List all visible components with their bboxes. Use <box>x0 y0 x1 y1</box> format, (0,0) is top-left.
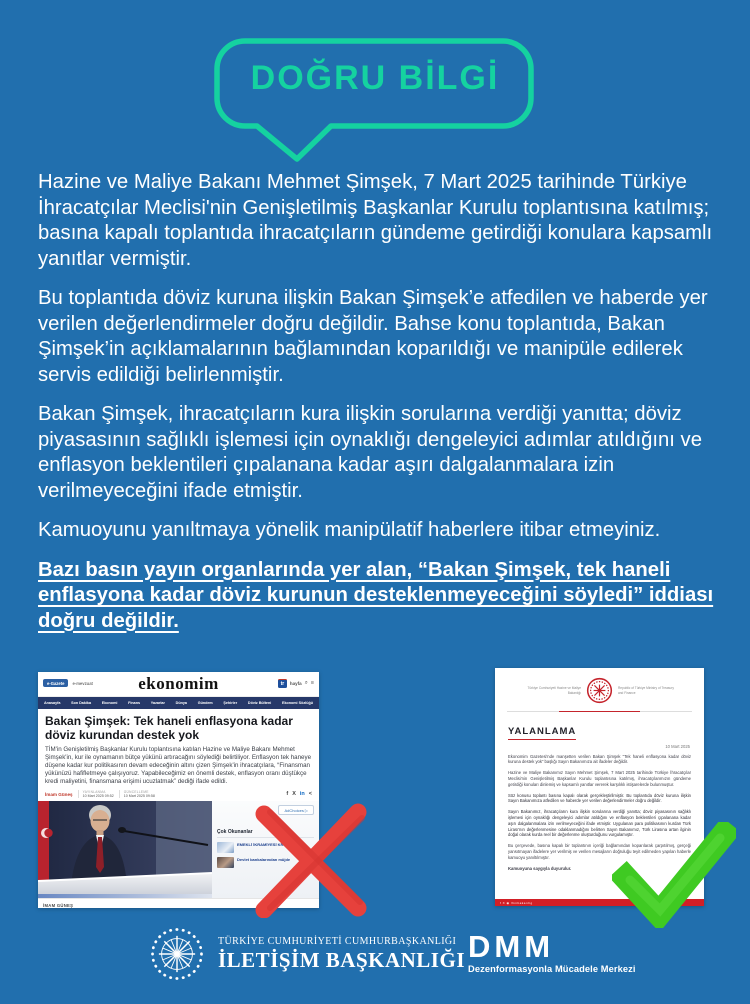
masthead-right-cluster <box>278 679 314 688</box>
ministry-name-en: Republic of Türkiye Ministry of Treasury and Finance <box>618 686 674 695</box>
document-paragraph: Sayın Bakanımız, ihracatçıların kura ilişkin sorularına verdiği yanıtta; döviz piyasasının sağlıklı işlemesi için oynaklığı dengeleyici adımlar atıldığını ve enflasyon beklentileri çıpalanana kadar aşırı dalgalanmalara izin verilmeyeceğini ifade etmiştir. Uygulanan para politikasının kurdan Türk Lirası'nın değerlenmesine odaklanmadığını belirten Sayın Bakanımız, Türk Lirasına artan ilginin doğal olarak kurda reel bir değerlenme oluşturduğunu vurgulamıştır. <box>508 809 691 838</box>
statement-paragraph: Hazine ve Maliye Bakanı Mehmet Şimşek, 7 Mart 2025 tarihinde Türkiye İhracatçılar Meclisi'nin Genişletilmiş Başkanlar Kurulu toplantısına katılmış; basına kapalı toplantıda ihracatçıların gündeme getirdiği konulara kapsamlı yanıtlar vermiştir. <box>38 171 713 270</box>
statement-body <box>38 170 716 648</box>
nav-item: Ekonomi Sözlüğü <box>282 701 313 705</box>
publish-meta <box>78 790 114 798</box>
x-icon: X <box>292 791 296 798</box>
x-mark-icon <box>250 798 374 918</box>
nav-item: Dünya <box>175 701 187 705</box>
dmm-logo: DMM <box>468 929 555 964</box>
iletisim-baskanligi-emblem-icon <box>148 924 206 984</box>
ministry-social-handles: f X ◉ /hmbakanlig <box>500 900 533 905</box>
statement-paragraph: Bakan Şimşek, ihracatçıların kura ilişkin sorularına verdiği yanıtta; döviz piyasasının sağlıklı işlemesi için oynaklığı dengeleyici adımlar atıldığını ve enflasyon beklentileri çıpalanana kadar aşırı dalgalanmalara izin verilmeyeceğini ifade etmiştir. <box>38 403 702 502</box>
document-header <box>495 668 704 704</box>
newspaper-article <box>38 709 319 801</box>
publish-label: YAYINLANMA <box>82 790 106 795</box>
update-meta <box>119 790 155 798</box>
most-read-title: Çok Okunanlar <box>217 829 314 838</box>
author-name: İmam Güneş <box>45 791 73 797</box>
document-paragraph: Bu çerçevede, basına kapalı bir toplantının içeriği bağlamından koparılarak çarpıtılmış, gerçeği yansıtmayan ifadelere yer verilmiş ve verilen mesajların doğruluğu teyit edilmeden yapılan haberle kamuoyu yanıltılmıştır. <box>508 843 691 860</box>
facebook-icon: f <box>286 791 289 798</box>
iletisim-baskanligi-text <box>218 936 465 973</box>
verdict-highlight: Bazı basın yayın organlarında yer alan, “Bakan Şimşek, tek haneli enflasyona kadar döviz kurunun desteklenmeyeceğini söyledi” iddiası doğru değildir. <box>38 558 714 632</box>
tr-logo: tr <box>278 679 287 688</box>
share-icons <box>286 791 312 797</box>
menu-icon: ≡ <box>310 679 314 686</box>
article-thumbnail <box>217 857 234 868</box>
nav-item: Anasayfa <box>44 701 61 705</box>
adchoices-button: AdChoices ▷ <box>278 805 314 815</box>
speech-bubble-outline-icon <box>209 33 541 163</box>
partner-label: hayfa <box>289 681 302 686</box>
nav-item: Finans <box>128 701 141 705</box>
nav-item: Ekonomi <box>101 701 118 705</box>
nav-item: Gündem <box>197 701 213 705</box>
document-paragraph: Ekonomim Gazetesi'nde manşetten verilen Bakan Şimşek “Tek haneli enflasyona kadar döviz kuruna destek yok” başlığı Sayın Bakanımıza ait ifadeler değildir. <box>508 753 691 765</box>
directorate-line: İLETİŞİM BAŞKANLIĞI <box>218 947 465 972</box>
document-paragraph: Hazine ve Maliye Bakanımız Sayın Mehmet Şimşek, 7 Mart 2025 tarihinde Türkiye İhracatçılar Meclisi'nin Genişletilmiş Başkanlar Kurulu toplantısına katılmış, ihracatçılarımızın gündeme getirdiği konuları dinlemiş ve kapsamlı yanıtlar vererek karşılıklı istişarelerde bulunmuştur. <box>508 770 691 787</box>
document-title: YALANLAMA <box>508 726 576 740</box>
publish-date: 10 Mart 2025 09:52 <box>82 794 114 799</box>
check-mark-icon <box>612 822 736 928</box>
article-thumbnail <box>217 842 234 853</box>
article-lead: TİM'in Genişletilmiş Başkanlar Kurulu toplantısına katılan Hazine ve Maliye Bakanı Mehmet Şimşek'in, kur ile oynamanın bütçe yükünü artıracağını söylediği belirtiliyor. Enflasyon tek haneye düşene kadar kur politikasının devam edeceğinin altını çizen Şimşek'in ihracatçılara, “Finansman yükünüzü hafifletmeye çalışıyoruz. Yapabileceğimiz en önemli destek, enflasyon oranı düştükçe kredi maliyetini, finansmana erişimi ucuzlatmak” dediği ifade edildi. <box>45 746 312 786</box>
most-read-text: Devlet bankalarından müjde <box>237 857 291 863</box>
newspaper-navbar <box>38 697 319 709</box>
article-headline: Bakan Şimşek: Tek haneli enflasyona kadar döviz kurundan destek yok <box>45 714 293 742</box>
document-paragraph: Söz konusu toplantı basına kapalı olarak gerçekleştirilmiştir. Bu toplantıda döviz kuruna ilişkin Sayın Bakanımıza atfedilen ve haberde yer verilen değerlendirmeler doğru değildir. <box>508 792 691 804</box>
statement-paragraph: Kamuoyunu yanıltmaya yönelik manipülatif haberlere itibar etmeyiniz. <box>38 519 661 541</box>
update-label: GÜNCELLEME <box>123 790 149 795</box>
emevzuat-badge: e-mevzuat <box>72 680 93 686</box>
search-icon: ⌕ <box>304 679 308 686</box>
newspaper-masthead <box>38 672 319 697</box>
share-icon: < <box>308 791 312 798</box>
dmm-branding <box>468 931 636 974</box>
document-closing: Kamuoyuna saygıyla duyurulur. <box>508 865 572 871</box>
page-title: DOĞRU BİLGİ <box>250 59 500 97</box>
update-date: 10 Mart 2025 09:58 <box>123 794 155 799</box>
header-divider <box>507 711 692 712</box>
presidency-line: TÜRKİYE CUMHURİYETİ CUMHURBAŞKANLIĞI <box>218 935 457 947</box>
ministry-name-tr: Türkiye Cumhuriyeti Hazine ve Maliye Bakanlığı <box>527 686 581 695</box>
linkedin-icon: in <box>299 791 305 798</box>
nav-item: Son Dakika <box>71 701 92 705</box>
egazete-badge: e-Gazete <box>43 679 68 687</box>
most-read-text: EMEKLİ İKRAMİYESİ KRİTİK GÜN! <box>237 842 303 848</box>
iletisim-baskanligi-branding <box>148 924 465 984</box>
nav-item: Döviz Bülteni <box>247 701 272 705</box>
nav-item: Şehirler <box>223 701 238 705</box>
document-date: 10 Mart 2025 <box>665 743 690 749</box>
newspaper-logo: ekonomim <box>138 674 219 693</box>
minister-photo <box>38 801 212 898</box>
photo-caption: İMAM GÜNEŞ <box>38 898 319 908</box>
title-speech-bubble <box>209 33 541 163</box>
dmm-subtitle: Dezenformasyonla Mücadele Merkezi <box>468 964 636 974</box>
statement-paragraph: Bu toplantıda döviz kuruna ilişkin Bakan Şimşek’e atfedilen ve haberde yer verilen değerlendirmeler doğru değildir. Bahse konu toplantıda, Bakan Şimşek’in açıklamalarının bağlamından koparıldığı ve manipüle edilerek servis edildiği belirlenmiştir. <box>38 287 708 386</box>
nav-item: Yazarlar <box>150 701 165 705</box>
ministry-emblem-icon <box>586 677 613 704</box>
